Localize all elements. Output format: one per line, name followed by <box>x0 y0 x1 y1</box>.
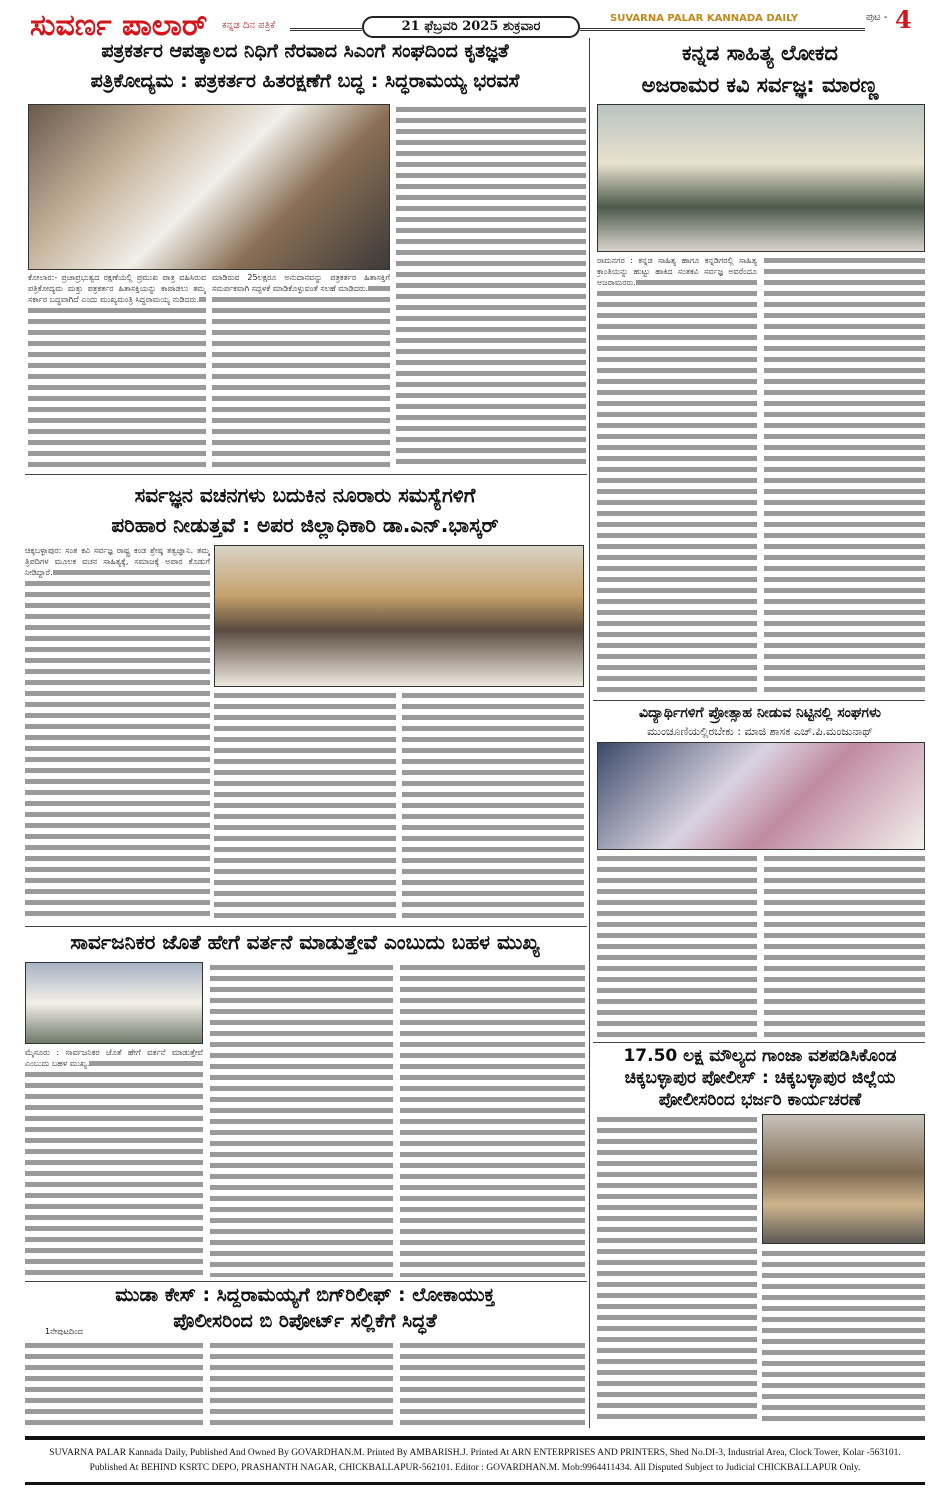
subheadline: ಮುಂಚೂಣಿಯಲ್ಲಿರಬೇಕು : ಮಾಜಿ ಶಾಸಕ ಎಚ್.ಪಿ.ಮಂಜುನಾಥ್ <box>647 725 873 738</box>
article-body <box>762 1248 925 1424</box>
article-body <box>597 255 757 695</box>
article-body <box>28 272 206 468</box>
article-body <box>597 853 757 1038</box>
imprint-line-2: Published At BEHIND KSRTC DEPO, PRASHANTH NAGAR, CHICKBALLAPUR-562101. Editor : GOVARDHAN.M. Mob:9964411434. All Disputed Subject to Judicial CHICKBALLAPUR Only. <box>89 1463 861 1473</box>
headline: 17.50 ಲಕ್ಷ ಮೌಲ್ಯದ ಗಾಂಜಾ ವಶಪಡಿಸಿಕೊಂಡ <box>623 1046 897 1066</box>
photo-sarvajna-tribute <box>597 104 925 252</box>
photo-seized-ganja <box>762 1114 925 1244</box>
article-lead: ರಾಮನಗರ : ಕನ್ನಡ ಸಾಹಿತ್ಯ ಹಾಗೂ ಕನ್ನಡಿಗರಲ್ಲಿ ಸಾಹಿತ್ಯ ಕ್ರಾಂತಿಯನ್ನು ಹುಟ್ಟು ಹಾಕಿದ ಸಂತಕವಿ ಸರ್ವಜ್ಞ ಅವರೆಂದೂ ಅಜರಾಮರರು. <box>597 256 757 287</box>
article-body <box>400 1340 585 1426</box>
masthead-title: ಸುವರ್ಣ ಪಾಲಾರ್ <box>30 8 208 43</box>
headline: ಮುಡಾ ಕೇಸ್ : ಸಿದ್ದರಾಮಯ್ಯಗೆ ಬಿಗ್‌ರಿಲೀಫ್ : ಲೋಕಾಯುಕ್ತ <box>115 1284 495 1306</box>
headline: ಪೊಲೀಸರಿಂದ ಬಿ ರಿಪೋರ್ಟ್ ಸಲ್ಲಿಕೆಗೆ ಸಿದ್ಧತೆ <box>173 1310 437 1332</box>
article-body <box>764 853 925 1038</box>
headline: ಅಜರಾಮರ ಕವಿ ಸರ್ವಜ್ಞ: ಮಾರಣ್ಣ <box>641 73 879 97</box>
divider <box>290 28 362 31</box>
divider <box>25 1281 587 1282</box>
article-body <box>214 690 396 920</box>
english-name: SUVARNA PALAR KANNADA DAILY <box>610 13 799 24</box>
article-lead: ಮೈಸೂರು : ಸಾರ್ವಜನಿಕರ ಜೊತೆ ಹೇಗೆ ವರ್ತನೆ ಮಾಡುತ್ತೇವೆ ಎಂಬುದು ಬಹಳ ಮುಖ್ಯ. <box>25 1048 203 1068</box>
headline: ಸಾರ್ವಜನಿಕರ ಜೊತೆ ಹೇಗೆ ವರ್ತನೆ ಮಾಡುತ್ತೇವೆ ಎಂಬುದು ಬಹಳ ಮುಖ್ಯ <box>70 930 540 954</box>
headline: ಕನ್ನಡ ಸಾಹಿತ್ಯ ಲೋಕದ <box>682 41 838 65</box>
continued-from-label: 1ನೇಪುಟದಿಂದ <box>45 1327 83 1336</box>
article-body <box>764 255 925 695</box>
article-lead: ಚಿಕ್ಕಬಳ್ಳಾಪುರ: ಸಂತ ಕವಿ ಸರ್ವಜ್ಞ ರಾಷ್ಟ್ರ ಕಂಡ ಶ್ರೇಷ್ಠ ತತ್ವಜ್ಞಾನಿ. ತಮ್ಮ ತ್ರಿಪದಿಗಳ ಮೂಲಕ ವಚನ ಸಾಹಿತ್ಯಕ್ಕೆ, ಸಮಾಜಕ್ಕೆ ಅಪಾರ ಕೊಡುಗೆ ನೀಡಿದ್ದಾರೆ. <box>25 546 210 577</box>
article-lead: ಕೋಲಾರ:- ಪ್ರಜಾಪ್ರಭುತ್ವದ ರಕ್ಷಣೆಯಲ್ಲಿ ಪ್ರಮುಖ ಪಾತ್ರ ವಹಿಸಿರುವ ಪತ್ರಿಕೋದ್ಯಮ ಮತ್ತು ಪತ್ರಕರ್ತರ ಹಿತಾಸಕ್ತಿಯನ್ನು ಕಾಪಾಡಲು ತಮ್ಮ ಸರ್ಕಾರ ಬದ್ಧವಾಗಿದೆ ಎಂದು ಮುಖ್ಯಮಂತ್ರಿ ಸಿದ್ದರಾಮಯ್ಯ ನುಡಿದರು. <box>28 273 206 304</box>
headline: ಪೋಲೀಸರಿಂದ ಭರ್ಜರಿ ಕಾರ್ಯಚರಣೆ <box>658 1090 862 1110</box>
masthead-tagline: ಕನ್ನಡ ದಿನ ಪತ್ರಿಕೆ <box>222 20 276 31</box>
date: 21 ಫೆಬ್ರವರಿ 2025 ಶುಕ್ರವಾರ <box>362 16 580 38</box>
imprint-line-1: SUVARNA PALAR Kannada Daily, Published And Owned By GOVARDHAN.M. Printed By AMBARISH.J. Printed At ARN ENTERPRISES AND PRINTERS, Shed No.DI-3, Industrial Area, Clock Tower, Kolar -563101. <box>49 1448 901 1458</box>
headline: ಪರಿಹಾರ ನೀಡುತ್ತವೆ : ಅಪರ ಜಿಲ್ಲಾಧಿಕಾರಿ ಡಾ.ಎನ್.ಭಾಸ್ಕರ್ <box>111 513 499 537</box>
photo-police-event <box>25 962 203 1044</box>
article-body <box>210 1340 393 1426</box>
imprint-footer <box>25 1436 925 1485</box>
article-body <box>25 545 210 920</box>
article-body <box>212 272 390 468</box>
divider <box>25 474 587 475</box>
article-body <box>400 962 585 1277</box>
page-number: 4 <box>895 5 912 34</box>
article-body <box>402 690 584 920</box>
page-label: ಪುಟ - <box>866 12 888 23</box>
photo-cm-felicitation <box>28 104 390 270</box>
photo-sarvajna-jayanti <box>214 545 584 687</box>
headline: ಸರ್ವಜ್ಞನ ವಚನಗಳು ಬದುಕಿನ ನೂರಾರು ಸಮಸ್ಯೆಗಳಿಗೆ <box>134 483 476 507</box>
headline: ಪತ್ರಿಕೋದ್ಯಮ : ಪತ್ರಕರ್ತರ ಹಿತರಕ್ಷಣೆಗೆ ಬದ್ಧ : ಸಿದ್ಧರಾಮಯ್ಯ ಭರವಸೆ <box>90 70 520 92</box>
divider <box>593 1042 925 1043</box>
divider <box>25 926 587 927</box>
divider <box>580 28 865 31</box>
headline: ಚಿಕ್ಕಬಳ್ಳಾಪುರ ಪೋಲೀಸ್ : ಚಿಕ್ಕಬಳ್ಳಾಪುರ ಜಿಲ್ಲೆಯ <box>624 1068 896 1088</box>
article-body <box>597 1114 757 1424</box>
article-body <box>25 1340 203 1426</box>
column-divider <box>589 38 590 1428</box>
article-body <box>396 104 586 468</box>
article-body <box>25 1047 203 1277</box>
photo-students-event <box>597 742 925 850</box>
headline: ವಿದ್ಯಾರ್ಥಿಗಳಿಗೆ ಪ್ರೋತ್ಸಾಹ ನೀಡುವ ನಿಟ್ಟಿನಲ್ಲಿ ಸಂಘಗಳು <box>638 705 882 721</box>
article-text: ಮಾಡಿರುವ 25ಲಕ್ಷರೂ ಅನುದಾನವನ್ನು ಪತ್ರಕರ್ತರ ಹಿತಾಸಕ್ತಿಗೆ ಸಮರ್ಪಕವಾಗಿ ಸದ್ಬಳಕೆ ಮಾಡಿಕೊಳ್ಳುವಂತೆ ಸಲಹೆ ಮಾಡಿದರು. <box>212 273 390 293</box>
article-body <box>210 962 393 1277</box>
divider <box>593 700 925 701</box>
headline: ಪತ್ರಕರ್ತರ ಆಪತ್ಕಾಲದ ನಿಧಿಗೆ ನೆರವಾದ ಸಿಎಂಗೆ ಸಂಘದಿಂದ ಕೃತಜ್ಞತೆ <box>101 40 509 62</box>
